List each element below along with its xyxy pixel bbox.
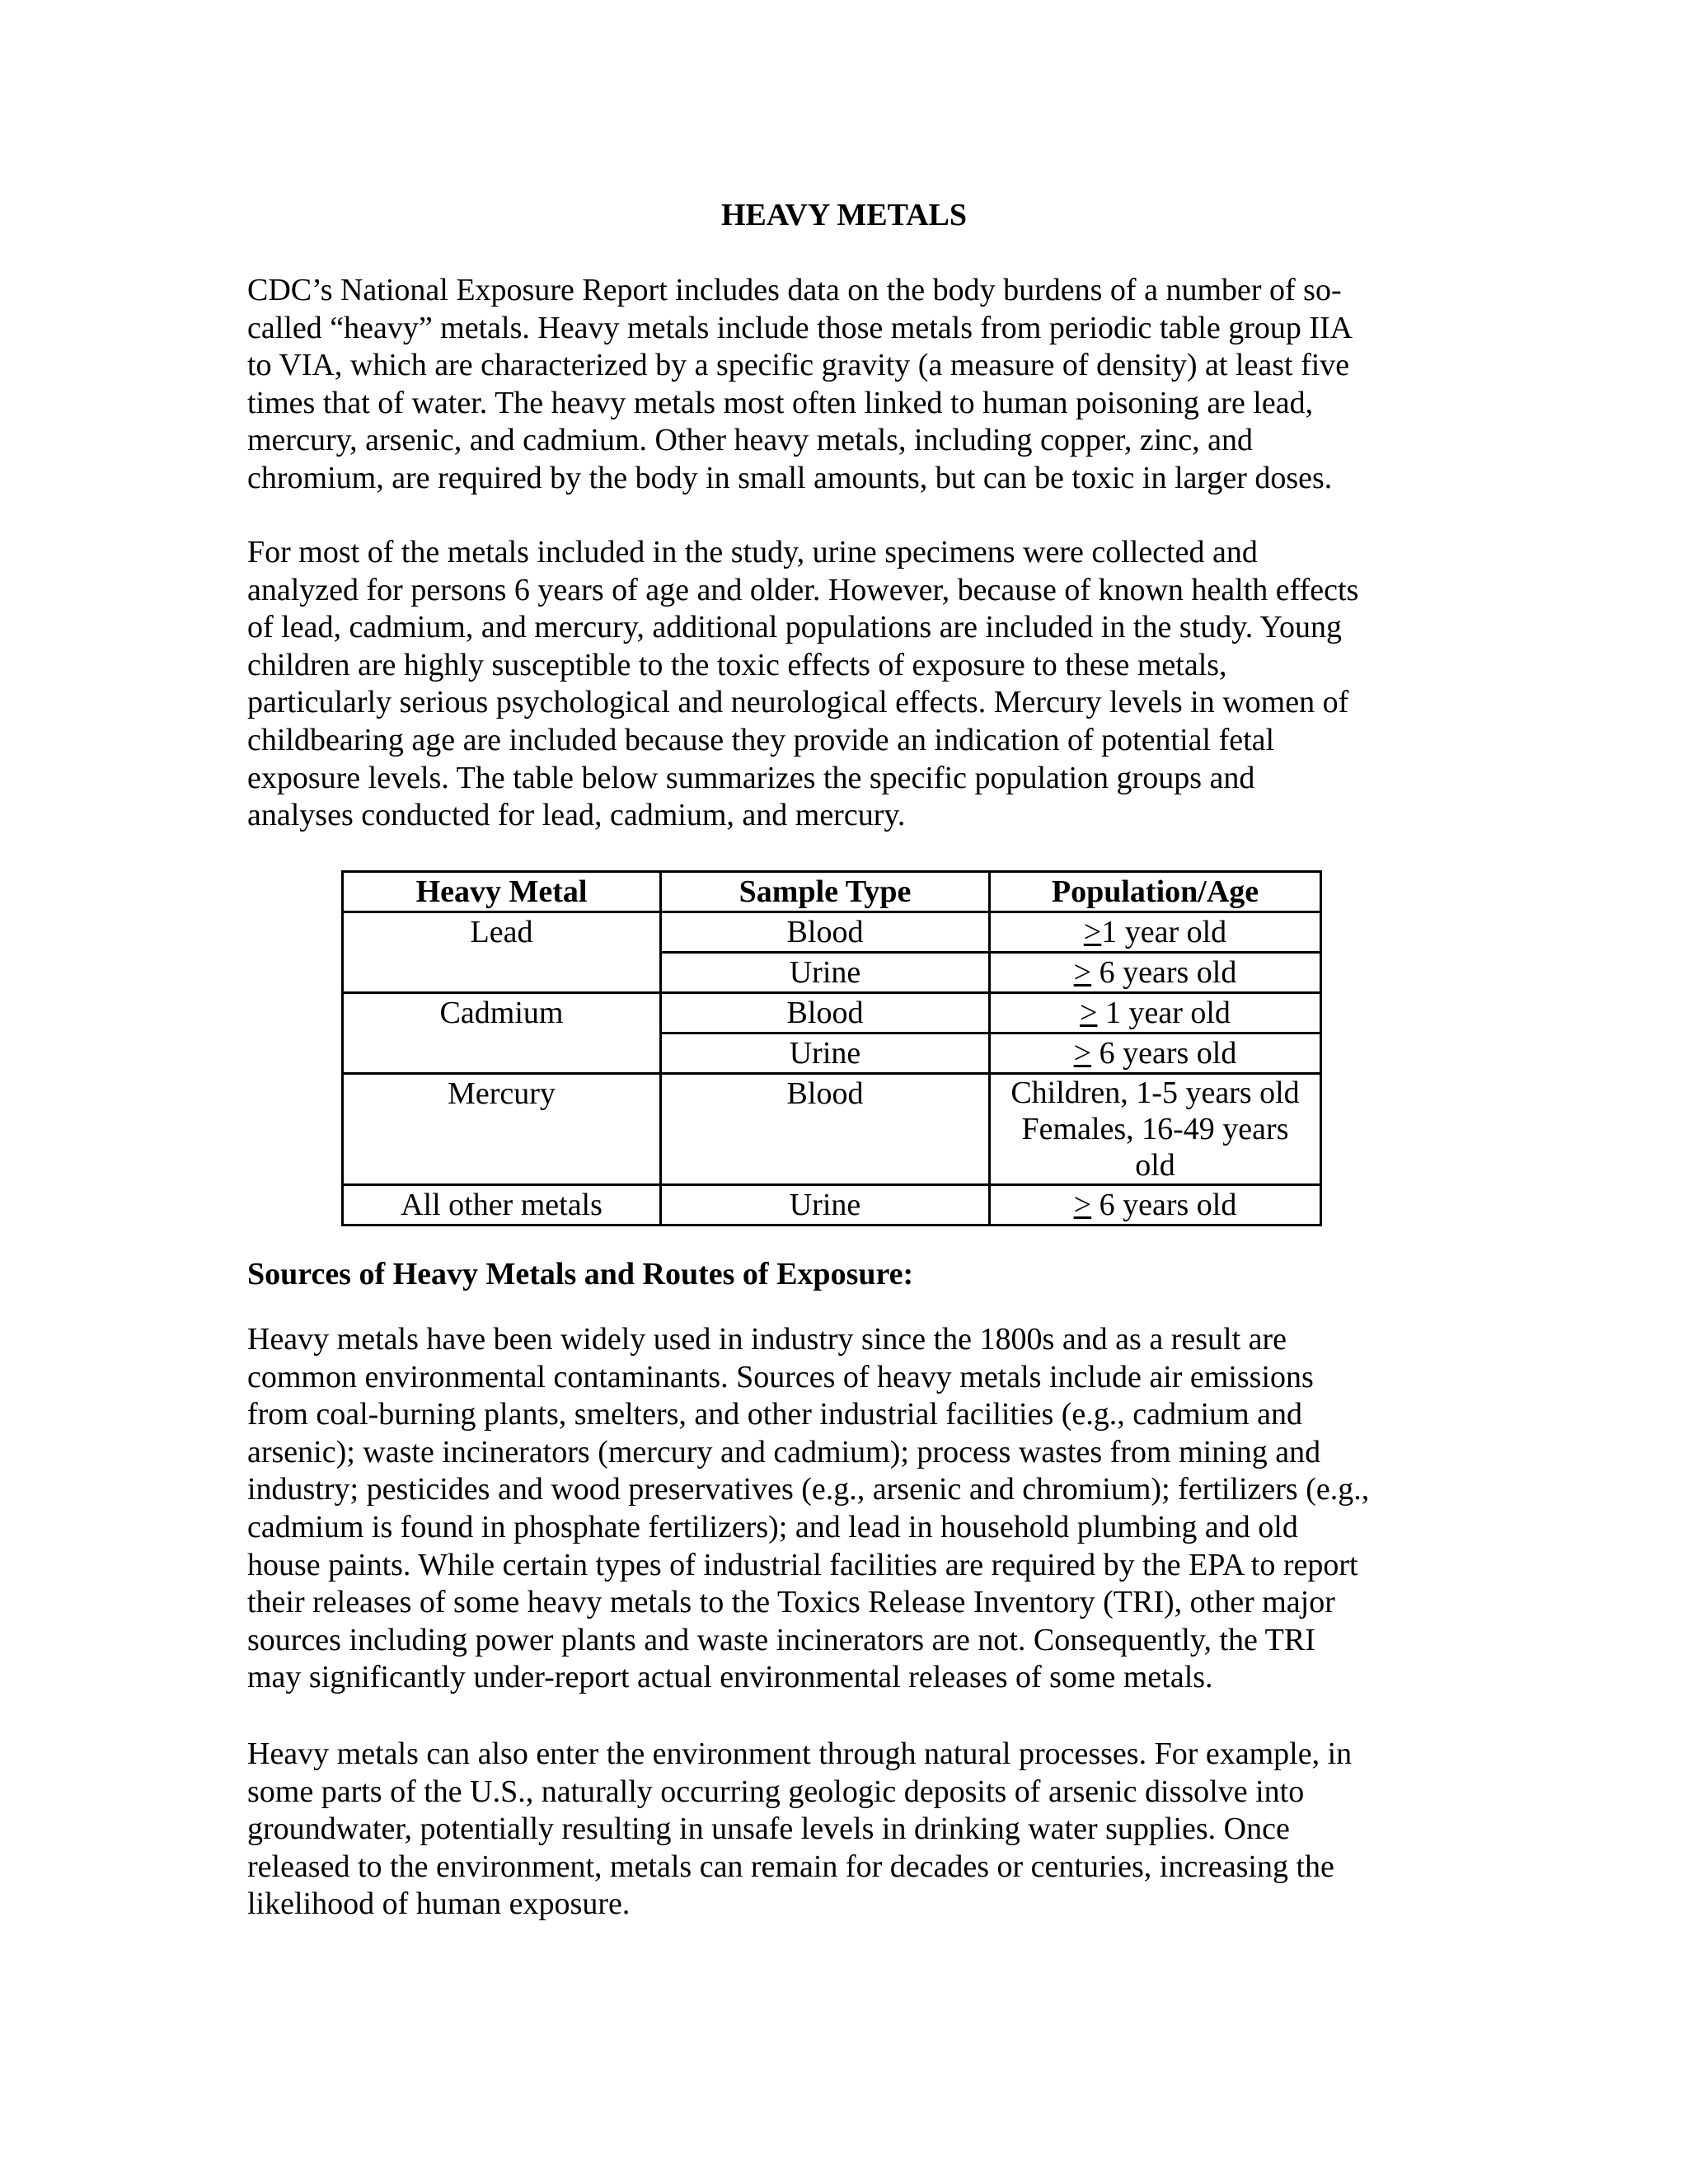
header-sample-type: Sample Type [661, 872, 990, 912]
sample-cell: Blood [661, 1074, 990, 1185]
sample-cell: Blood [661, 993, 990, 1033]
page-title: HEAVY METALS [720, 198, 968, 232]
ge-symbol: > [1080, 996, 1098, 1030]
header-heavy-metal: Heavy Metal [343, 872, 661, 912]
ge-symbol: > [1073, 955, 1092, 990]
paragraph-sources: Heavy metals have been widely used in industry since the 1800s and as a result are common environmental contaminants. Sources of heavy metals include air emissions from coal-burning plants, smelters, and other industrial facilities (e.g., cadmium and arsenic); waste incinerators (mercury and cadmium); process wastes from mining and industry; pesticides and wood preservatives (e.g., arsenic and chromium); fertilizers (e.g., cadmium is found in phosphate fertilizers); and lead in household plumbing and old house paints. While certain types of industrial facilities are required by the EPA to report their releases of some heavy metals to the Toxics Release Inventory (TRI), other major sources including power plants and waste incinerators are not. Consequently, the TRI may significantly under-report actual environmental releases of some metals. [247, 1322, 1370, 1695]
population-cell [990, 912, 1321, 953]
population-text: 1 year old [1101, 915, 1227, 949]
metal-cell: Lead [343, 912, 661, 993]
population-cell [990, 1033, 1321, 1074]
header-population-age: Population/Age [990, 872, 1321, 912]
paragraph-natural-processes: Heavy metals can also enter the environment through natural processes. For example, in some parts of the U.S., naturally occurring geologic deposits of arsenic dissolve into groundwater, potentially resulting in unsafe levels in drinking water supplies. Once released to the environment, metals can remain for decades or centuries, increasing the likelihood of human exposure. [247, 1736, 1353, 1922]
population-text: 1 year old [1104, 996, 1231, 1030]
paragraph-intro: CDC’s National Exposure Report includes data on the body burdens of a number of so- called “heavy” metals. Heavy metals include those metals from periodic table group IIA to VIA, which are characterized by a specific gravity (a measure of density) at least five times that of water. The heavy metals most often linked to human poisoning are lead, mercury, arsenic, and cadmium. Other heavy metals, including copper, zinc, and chromium, are required by the body in small amounts, but can be toxic in larger doses. [247, 273, 1353, 495]
table-row [343, 912, 1321, 953]
section-heading: Sources of Heavy Metals and Routes of Exposure: [247, 1257, 914, 1291]
population-cell [990, 1185, 1321, 1226]
population-cell [990, 993, 1321, 1033]
metal-cell: All other metals [343, 1185, 661, 1226]
population-text: 6 years old [1099, 1036, 1237, 1071]
table-header-row [343, 872, 1321, 912]
ge-symbol: > [1073, 1188, 1092, 1222]
table-row [343, 993, 1321, 1033]
population-cell [990, 953, 1321, 993]
table-row [343, 1185, 1321, 1226]
heavy-metals-table [341, 870, 1322, 1226]
metal-cell: Mercury [343, 1074, 661, 1185]
population-cell: Children, 1-5 years old Females, 16-49 years old [990, 1074, 1321, 1185]
sample-cell: Urine [661, 953, 990, 993]
sample-cell: Urine [661, 1033, 990, 1074]
sample-cell: Urine [661, 1185, 990, 1226]
ge-symbol: > [1083, 915, 1102, 949]
metal-cell: Cadmium [343, 993, 661, 1074]
paragraph-populations: For most of the metals included in the study, urine specimens were collected and analyzed for persons 6 years of age and older. However, because of known health effects of lead, cadmium, and mercury, additional populations are included in the study. Young children are highly susceptible to the toxic effects of exposure to these metals, particularly serious psychological and neurological effects. Mercury levels in women of childbearing age are included because they provide an indication of potential fetal exposure levels. The table below summarizes the specific population groups and analyses conducted for lead, cadmium, and mercury. [247, 535, 1359, 833]
population-text: 6 years old [1099, 955, 1237, 990]
ge-symbol: > [1073, 1036, 1092, 1071]
population-text: 6 years old [1099, 1188, 1237, 1222]
table-row [343, 1074, 1321, 1185]
sample-cell: Blood [661, 912, 990, 953]
